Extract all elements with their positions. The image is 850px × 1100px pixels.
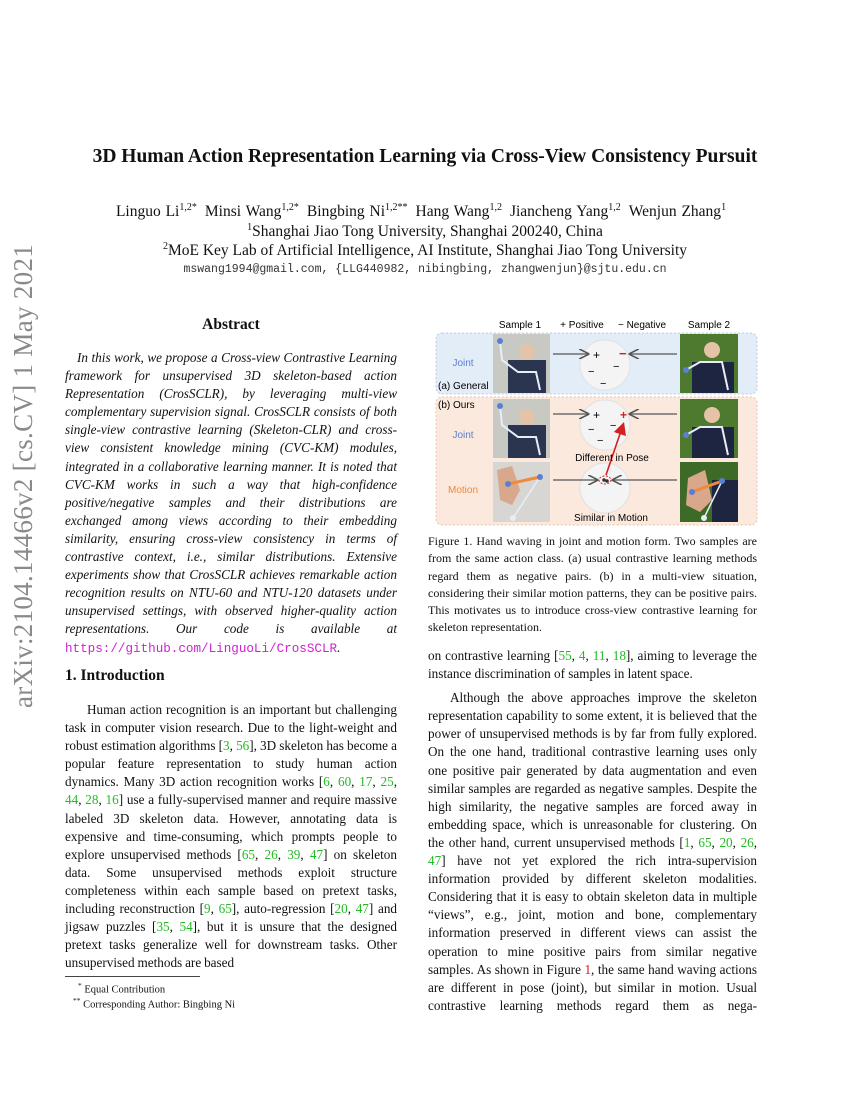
body-text: ], aiming to leverage the instance discrimination of samples in latent space.	[428, 648, 758, 682]
body-text: ], but it is unsure that the designed pretext tasks generalize well for downstream tasks. Other unsupervised methods are based	[65, 919, 397, 971]
citation-link[interactable]: 47	[309, 846, 324, 862]
body-text: ,	[210, 901, 219, 917]
negative-mark: −	[613, 361, 620, 373]
introduction-heading: 1. Introduction	[65, 667, 165, 684]
citation-link[interactable]: 3	[223, 738, 230, 754]
introduction-paragraph-2	[428, 689, 757, 1015]
author-emails: mswang1994@gmail.com, {LLG440982, nibingbing, zhangwenjun}@sjtu.edu.cn	[183, 263, 667, 276]
sample-2-label: Sample 2	[687, 320, 731, 331]
citation-link[interactable]: 65	[218, 901, 232, 917]
citation-link[interactable]: 1	[683, 834, 691, 850]
citation-link[interactable]: 4	[578, 648, 586, 663]
footnote-text: Equal Contribution	[84, 984, 166, 996]
body-text: ], auto-regression [	[231, 901, 335, 917]
footnote-2	[73, 994, 235, 1012]
body-text: .	[337, 639, 341, 655]
citation-link[interactable]: 55	[558, 648, 572, 663]
author-affiliation-mark: 1,2*	[179, 202, 197, 213]
body-text: ,	[690, 834, 699, 850]
body-text: ,	[732, 834, 741, 850]
author-name: Wenjun Zhang	[628, 203, 722, 221]
motion-label: Motion	[447, 485, 479, 496]
citation-link[interactable]: 65	[698, 834, 712, 850]
author-list	[0, 202, 850, 221]
introduction-paragraph-1-cont	[428, 647, 757, 683]
body-text: ] have not yet explored the rich intra-supervision information provided by different skeleton modalities. Considering that it is easy to obtain skeleton data in multiple “views”, e.g., joint, motion and bone, complementary information preserved in different views can assist the operation to mine positive pairs from similar negative samples. As shown in Figure	[428, 853, 757, 977]
author-name: Hang Wang	[415, 203, 490, 221]
citation-link[interactable]: 9	[204, 901, 211, 917]
joint-label-a: Joint	[452, 358, 474, 369]
author-affiliation-mark: 1	[721, 202, 727, 213]
figure-reference-link[interactable]: 1	[584, 961, 592, 977]
body-text: ,	[98, 792, 106, 808]
negative-mark: −	[600, 378, 607, 390]
citation-link[interactable]: 44	[65, 792, 79, 808]
author-affiliation-mark: 1,2**	[385, 202, 408, 213]
body-text: ,	[351, 774, 360, 790]
author	[205, 203, 299, 220]
author-affiliation-mark: 1,2	[608, 202, 621, 213]
footnote-divider	[65, 976, 200, 977]
negative-mark: −	[588, 366, 595, 378]
citation-link[interactable]: 20	[719, 834, 733, 850]
citation-link[interactable]: 25	[380, 774, 394, 790]
sample-1-joint-image-b	[493, 399, 550, 458]
negative-legend: − Negative	[617, 320, 667, 331]
sample-1-motion-image	[493, 462, 550, 522]
body-text: ,	[229, 738, 237, 754]
abstract-heading: Abstract	[202, 316, 260, 333]
body-text: ] and jigsaw puzzles [	[65, 901, 398, 935]
affiliation-mark: 2	[162, 241, 168, 252]
citation-link[interactable]: 18	[612, 648, 626, 663]
citation-link[interactable]: 35	[156, 919, 170, 935]
sample-1-joint-image-a	[493, 334, 550, 393]
paper-title: 3D Human Action Representation Learning via Cross-View Consistency Pursuit	[92, 146, 758, 167]
code-url-link[interactable]: https://github.com/LinguoLi/CrosSCLR	[65, 641, 338, 656]
author-affiliation-mark: 1,2	[489, 202, 502, 213]
author-name: Jiancheng Yang	[509, 203, 609, 221]
embedding-space-motion	[580, 463, 630, 513]
citation-link[interactable]: 6	[323, 774, 330, 790]
ours-label: (b) Ours	[438, 400, 475, 411]
citation-link[interactable]: 47	[355, 901, 369, 917]
body-text: ,	[78, 792, 86, 808]
sample-2-joint-image-a	[680, 334, 738, 393]
body-text: ,	[347, 901, 356, 917]
citation-link[interactable]: 47	[428, 853, 442, 869]
positive-mark-red: +	[620, 408, 628, 422]
body-text: ,	[277, 846, 288, 862]
body-text: ,	[255, 846, 265, 862]
sample-1-label: Sample 1	[498, 320, 542, 331]
affiliation-text: Shanghai Jiao Tong University, Shanghai 200240, China	[252, 223, 603, 241]
positive-mark: +	[593, 408, 601, 422]
introduction-right-column	[428, 647, 757, 1021]
citation-link[interactable]: 60	[337, 774, 352, 790]
body-text: ] use a fully-supervised manner and require massive labeled 3D skeleton data. However, annotating data is expensive and time-consuming, which prompts people to explore unsupervised methods [	[65, 792, 397, 862]
figure-1-caption: Figure 1. Hand waving in joint and motion form. Two samples are from the same action class. (a) usual contrastive learning methods regard them as negative pairs. (b) in a multi-view situation, considering their similar motion patterns, they can be positive pairs. This motivates us to introduce cross-view contrastive learning for skeleton representation.	[428, 534, 757, 635]
author	[510, 203, 621, 220]
different-in-pose-label: Different in Pose	[575, 453, 649, 464]
figure-1	[428, 312, 763, 535]
body-text: ,	[711, 834, 720, 850]
body-text: Although the above approaches improve the skeleton representation capability to some extent, it is believed that the power of unsupervised methods is by far from fully explored. On the one hand, traditional contrastive learning uses only one positive pair generated by data augmentation and even similar samples are regarded as negative samples. Despite the high similarity, the negative samples are forced away in embedding space, which is unreasonable for clustering. On the other hand, current unsupervised methods [	[428, 690, 757, 850]
citation-link[interactable]: 54	[179, 919, 193, 935]
footnote-text: Corresponding Author: Bingbing Ni	[83, 999, 236, 1011]
body-text: In this work, we propose a Cross-view Contrastive Learning framework for unsupervised 3D skeleton-based action Representation (CrosSCLR), by leveraging multi-view complementary supervision signal. CrosSCLR consists of both single-view contrastive learning (Skeleton-CLR) and cross-view consistent knowledge mining (CVC-KM) modules, integrated in a collaborative learning manner. It is noted that CVC-KM works in such a way that high-confidence positive/negative samples and their distributions are exchanged among views according to their embedding similarity, ensuring cross-view consistency in terms of contrastive context, i.e., similar distributions. Extensive experiments show that CrosSCLR achieves remarkable action recognition results on NTU-60 and NTU-120 datasets under unsupervised settings, with observed higher-quality action representations. Our code is available at	[65, 350, 397, 637]
citation-link[interactable]: 20	[334, 901, 348, 917]
body-text: ,	[605, 648, 613, 663]
body-text: ,	[571, 648, 579, 663]
negative-mark: −	[610, 420, 617, 432]
citation-link[interactable]: 16	[105, 792, 119, 808]
introduction-paragraph-1	[65, 701, 397, 972]
body-text: ] on skeleton data. Some unsupervised methods exploit structure completeness within each sample based on pretext tasks, including reconstruction [	[65, 846, 397, 917]
positive-legend: + Positive	[560, 320, 604, 331]
affiliation-2	[0, 241, 850, 260]
abstract-text	[65, 349, 397, 658]
body-text: ,	[585, 648, 593, 663]
body-text: ], 3D skeleton has become a popular feature representation to study human action dynamics. Many 3D action recognition works [	[65, 738, 397, 790]
body-text: ,	[169, 919, 180, 935]
affiliation-mark: 1	[247, 222, 253, 233]
body-text: on contrastive learning [	[428, 648, 559, 663]
sample-2-motion-image	[680, 462, 738, 522]
citation-link[interactable]: 28	[85, 792, 99, 808]
body-text: ,	[753, 834, 758, 850]
body-text: Human action recognition is an important but challenging task in computer vision research. Due to the light-weight and robust estimation algorithms [	[65, 702, 397, 754]
citation-link[interactable]: 39	[287, 846, 301, 862]
negative-mark: −	[597, 435, 604, 447]
author-name: Linguo Li	[115, 203, 180, 221]
joint-label-b: Joint	[452, 430, 474, 441]
negative-mark-red: −	[619, 346, 627, 361]
author-name: Bingbing Ni	[306, 203, 385, 221]
citation-link[interactable]: 65	[241, 846, 255, 862]
body-text: ,	[393, 774, 397, 790]
body-text: ,	[329, 774, 338, 790]
affiliation-text: MoE Key Lab of Artificial Intelligence, AI Institute, Shanghai Jiao Tong University	[167, 242, 688, 260]
author	[116, 203, 197, 220]
footnote-mark: *	[78, 981, 82, 990]
negative-mark: −	[588, 424, 595, 436]
general-label: (a) General	[438, 381, 489, 392]
citation-link[interactable]: 56	[236, 738, 250, 754]
citation-link[interactable]: 26	[264, 846, 278, 862]
citation-link[interactable]: 11	[592, 648, 606, 663]
author-affiliation-mark: 1,2*	[281, 202, 299, 213]
body-text: , the same hand waving actions are different in pose (joint), but similar in motion. Usual contrastive learning methods regard them as nega-	[428, 961, 757, 1013]
author	[416, 203, 502, 220]
positive-mark: +	[593, 348, 601, 362]
footnote-mark: **	[73, 996, 81, 1005]
author	[629, 203, 726, 220]
body-text: ,	[300, 846, 310, 862]
author-name: Minsi Wang	[204, 203, 282, 221]
sample-2-joint-image-b	[680, 399, 738, 458]
similar-in-motion-label: Similar in Motion	[574, 513, 648, 524]
body-text: ,	[372, 774, 381, 790]
affiliation-1	[0, 222, 850, 241]
arxiv-stamp: arXiv:2104.14466v2 [cs.CV] 1 May 2021	[8, 243, 38, 708]
citation-link[interactable]: 17	[359, 774, 373, 790]
author	[307, 203, 408, 220]
citation-link[interactable]: 26	[740, 834, 754, 850]
